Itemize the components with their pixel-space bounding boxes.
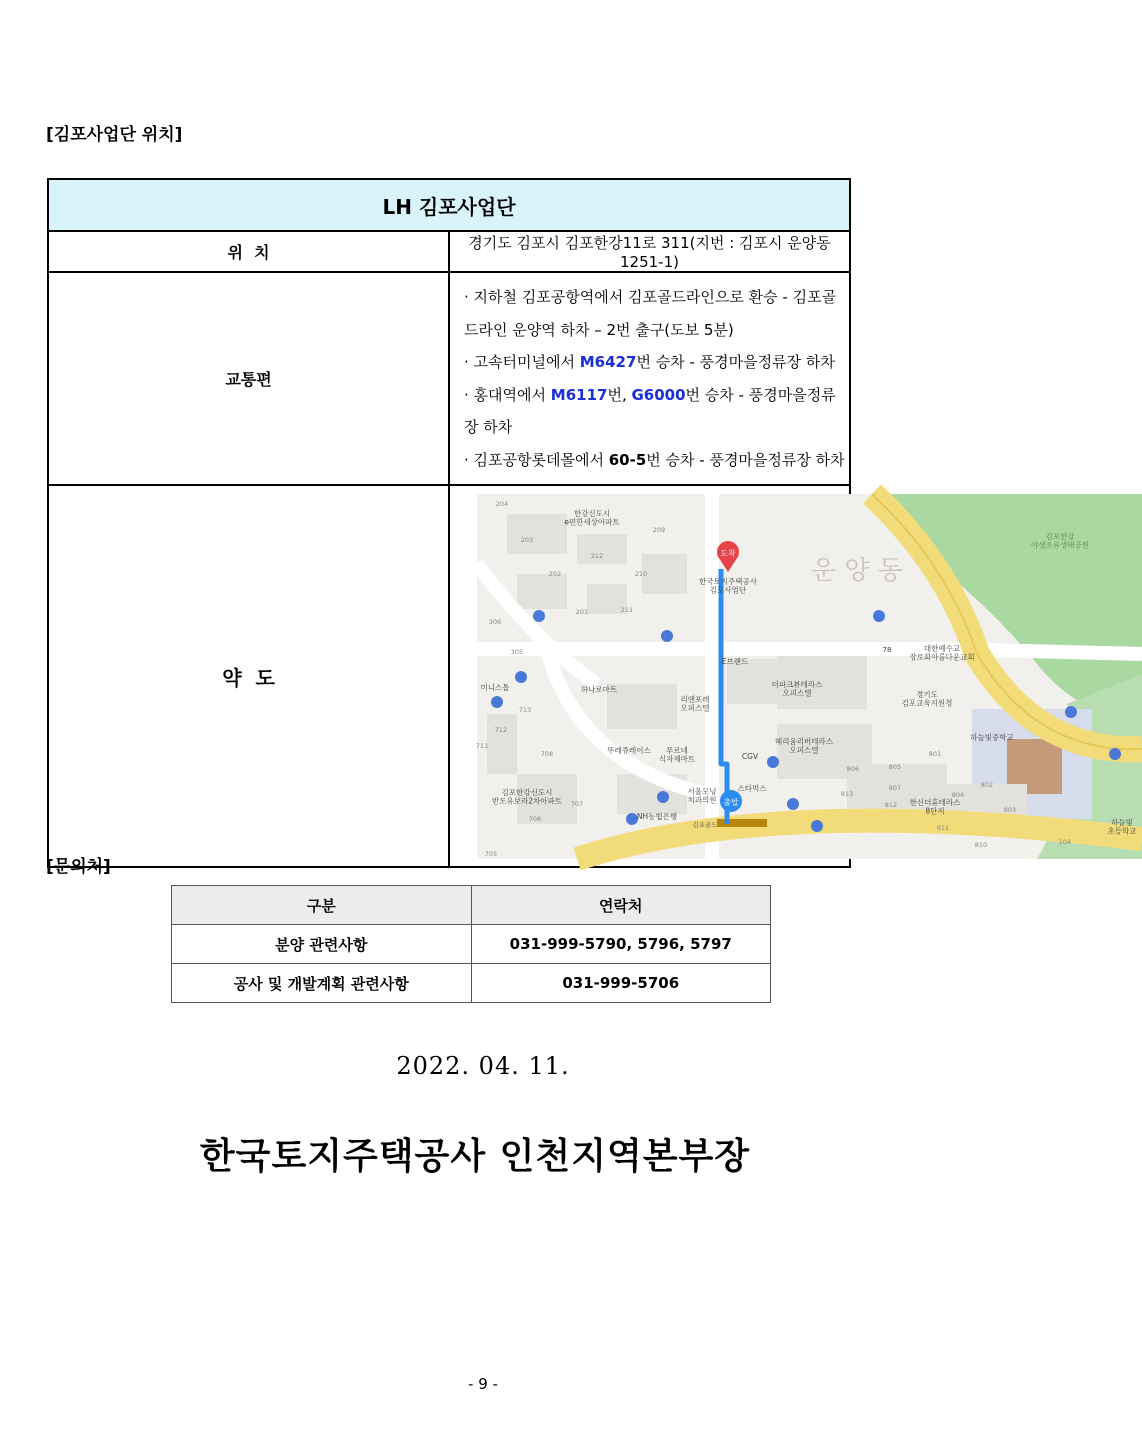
bus-number: M6427 — [579, 353, 637, 371]
address-value: 경기도 김포시 김포한강11로 311(지번 : 김포시 운양동 1251-1) — [449, 231, 850, 272]
svg-text:305: 305 — [510, 648, 524, 656]
svg-text:705: 705 — [484, 850, 498, 858]
svg-text:708: 708 — [540, 750, 554, 758]
map-label-middle-school: 하늘빛중학교 — [970, 733, 1014, 742]
departure-marker-icon — [720, 790, 742, 812]
location-section-title: [김포사업단 위치] — [46, 125, 183, 145]
svg-text:801: 801 — [928, 750, 942, 758]
map-label-mini: 미니스톱 — [480, 683, 510, 692]
map-label-station: 김포골드 — [692, 821, 718, 829]
svg-text:711: 711 — [475, 742, 489, 750]
map-label-seoul-dental: 서울모닝 치과의원 — [687, 787, 717, 805]
transport-list — [449, 272, 850, 485]
contact-header-phone: 연락처 — [471, 886, 771, 925]
bus-number: 60-5 — [608, 450, 647, 469]
svg-text:706: 706 — [528, 815, 542, 823]
organization-signature: 한국토지주택공사 인천지역본부장 — [199, 1136, 751, 1177]
map-label-ebrand: E브랜드 — [721, 657, 749, 666]
transport-item: · 김포공항롯데몰에서 60-5번 승차 - 풍경마을정류장 하차 — [464, 450, 845, 469]
map-label-hanaro: 하나로마트 — [580, 685, 618, 694]
transport-label: 교통편 — [48, 272, 449, 485]
transport-item: · 지하철 김포공항역에서 김포골드라인으로 환승 - 김포골드라인 운양역 하차 – 2번 출구(도보 5분) — [464, 288, 837, 339]
document-date: 2022. 04. 11. — [396, 1052, 570, 1080]
contact-table — [171, 885, 771, 1003]
svg-text:806: 806 — [846, 765, 860, 773]
svg-text:807: 807 — [888, 784, 902, 792]
svg-text:712: 712 — [494, 726, 508, 734]
table-row — [172, 964, 771, 1003]
transport-item: · 홍대역에서 M6117번, G6000번 승차 - 풍경마을정류장 하차 — [464, 385, 836, 436]
svg-text:104: 104 — [1058, 838, 1072, 846]
svg-text:202: 202 — [548, 570, 562, 578]
svg-text:201: 201 — [575, 608, 589, 616]
svg-text:209: 209 — [652, 526, 666, 534]
map-label: 약 도 — [48, 485, 449, 867]
svg-text:812: 812 — [884, 801, 898, 809]
map-cell — [449, 485, 1137, 867]
svg-text:306: 306 — [488, 618, 502, 626]
contact-phone: 031-999-5706 — [471, 964, 771, 1003]
map-label-edu: 경기도 김포교육지원청 — [901, 690, 953, 708]
map-label-shinan: 한신더휴테라스 8단지 — [909, 798, 961, 816]
district-label: 운 양 동 — [811, 556, 903, 586]
map-label-banyu: 김포한강신도시 반도유보라2차아파트 — [492, 788, 562, 806]
map-label-park: 김포한강 야생조류생태공원 — [1031, 532, 1089, 550]
page-number: - 9 - — [468, 1375, 498, 1393]
location-map — [477, 494, 1142, 859]
svg-text:803: 803 — [1003, 806, 1017, 814]
map-label-elem-school: 하늘빛 초등학교 — [1107, 818, 1137, 836]
svg-text:212: 212 — [590, 552, 604, 560]
contact-phone: 031-999-5790, 5796, 5797 — [471, 925, 771, 964]
map-label-destination: 한국토지주택공사 김포사업단 — [699, 577, 757, 595]
bus-number: G6000 — [631, 385, 686, 404]
map-label-pureune: 푸르네 식자재마트 — [658, 746, 696, 764]
svg-text:805: 805 — [888, 763, 902, 771]
location-label: 위 치 — [48, 231, 449, 272]
table-row — [172, 925, 771, 964]
svg-text:813: 813 — [840, 790, 854, 798]
destination-badge: 도착 — [720, 549, 736, 558]
map-label-starbucks: 스타벅스 — [737, 784, 767, 793]
svg-text:210: 210 — [634, 570, 648, 578]
location-table-header: LH 김포사업단 — [48, 179, 850, 231]
svg-text:811: 811 — [936, 824, 950, 832]
map-label-road: 78 — [882, 646, 892, 654]
map-label-cgv: CGV — [741, 752, 759, 761]
map-label-nonghyup: NH농협은행 — [636, 812, 678, 821]
location-table — [47, 178, 1137, 868]
bus-number: M6117 — [550, 385, 608, 404]
svg-text:211: 211 — [620, 606, 634, 614]
svg-text:713: 713 — [518, 706, 532, 714]
contact-section-title: [문의처] — [46, 857, 111, 877]
map-label-herry: 헤리움리버테라스 오피스텔 — [775, 737, 833, 755]
svg-text:810: 810 — [974, 841, 988, 849]
svg-text:707: 707 — [570, 800, 584, 808]
contact-category: 공사 및 개발계획 관련사항 — [172, 964, 472, 1003]
contact-category: 분양 관련사항 — [172, 925, 472, 964]
svg-text:203: 203 — [520, 536, 534, 544]
map-label-lian: 리앤포레 오피스텔 — [680, 695, 710, 713]
map-label-tousle: 뚜레쥬레이스 — [607, 746, 651, 755]
map-label-church: 대한예수교 장로회아름다운교회 — [909, 644, 975, 662]
departure-badge: 출발 — [723, 798, 739, 807]
svg-text:802: 802 — [980, 781, 994, 789]
transport-item: · 고속터미널에서 M6427번 승차 - 풍경마을정류장 하차 — [464, 353, 835, 371]
svg-text:804: 804 — [951, 791, 965, 799]
map-label-apt1: 한강신도시 e편한세상아파트 — [564, 509, 620, 527]
contact-header-category: 구분 — [172, 886, 472, 925]
map-label-terrace1: 더파크뷰테라스 오피스텔 — [771, 680, 823, 698]
svg-text:204: 204 — [495, 500, 509, 508]
